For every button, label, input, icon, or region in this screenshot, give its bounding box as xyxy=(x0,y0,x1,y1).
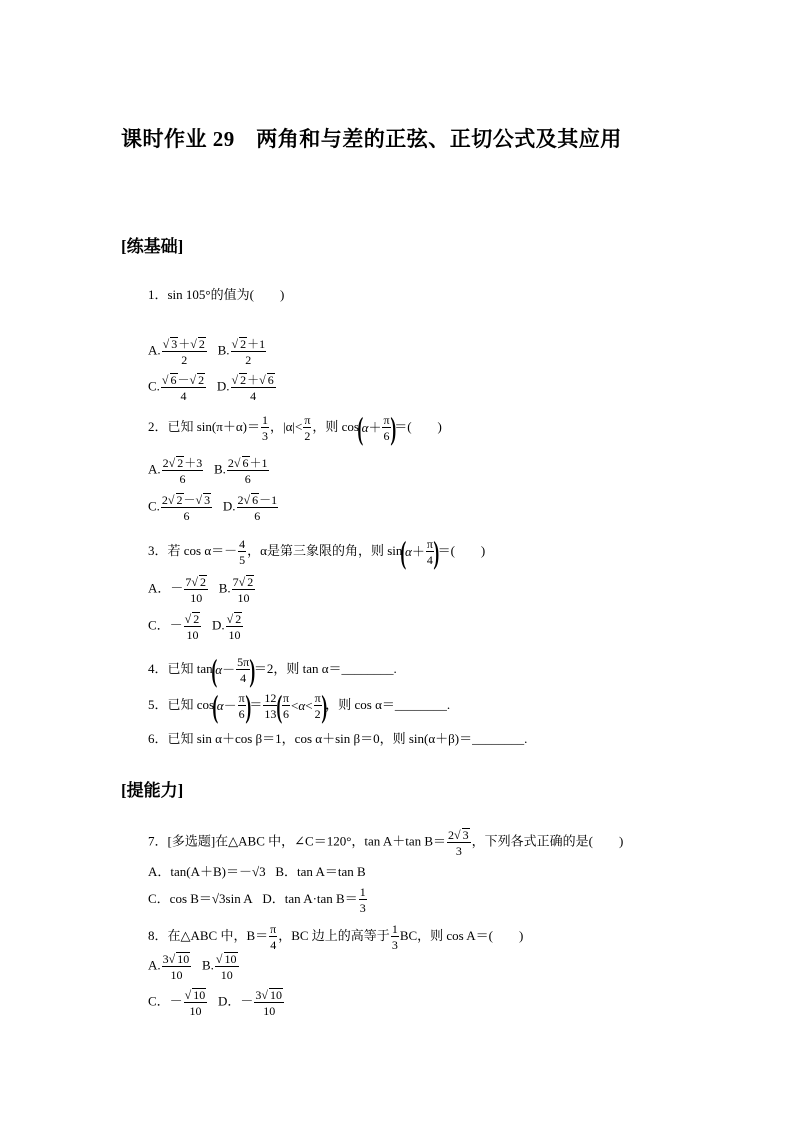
question-7-options-cd: C．cos B＝√3sin A D．tan A·tan B＝ $\frac{1}{3}$ xyxy=(148,885,366,915)
question-1-options-cd: C. $\frac{√ 6-√ 2}{4}$ D. $\frac{√ 2+√ 6}{4}$ xyxy=(148,373,274,403)
question-2-stem: 2．已知 sin(π＋α)＝ $\frac{1}{3}$ ，|α|< $\frac{\pi}{2}$ ，则 cos ( α ＋ $\frac{\pi}{6}$ ) ＝( ) xyxy=(148,410,442,446)
question-4-stem: 4．已知 tan ( α － $\frac{5\pi}{4}$ ) ＝2，则 tan α＝________. xyxy=(148,652,397,688)
section-heading-basic: [练基础] xyxy=(121,237,184,256)
question-8-options-cd: C．－ $\frac{√ 10}{10}$ D．－ $\frac{3√ 10}{10}$ xyxy=(148,988,282,1018)
question-3-stem: 3．若 cos α＝－ $\frac{4}{5}$ ，α是第三象限的角，则 sin ( α ＋ $\frac{\pi}{4}$ ) ＝( ) xyxy=(148,534,486,570)
question-3-options-ab: A．－ $\frac{7√ 2}{10}$ B. $\frac{7√ 2}{10}$ xyxy=(148,575,254,605)
page-title: 课时作业 29 两角和与差的正弦、正切公式及其应用 xyxy=(121,127,622,151)
question-6-stem: 6．已知 sin α＋cos β＝1，cos α＋sin β＝0，则 sin(α＋β)＝________. xyxy=(148,731,528,746)
question-1-stem: 1．sin 105°的值为( ) xyxy=(148,287,285,302)
question-5-stem: 5．已知 cos ( α － $\frac{\pi}{6}$ ) ＝ $\frac{12}{13}$ ( $\frac{\pi}{6}$ < α < $\frac{\pi}{2}$ ) ，则 cos α＝________. xyxy=(148,688,451,724)
question-7-stem: 7．[多选题]在△ABC 中，∠C＝120°，tan A＋tan B＝ $\frac{2√ 3}{3}$ ，下列各式正确的是( ) xyxy=(148,828,624,858)
question-2-options-cd: C. $\frac{2√ 2-√ 3}{6}$ D. $\frac{2√ 6-1}{6}$ xyxy=(148,493,278,523)
question-8-stem: 8．在△ABC 中，B＝ $\frac{\pi}{4}$ ，BC 边上的高等于 $\frac{1}{3}$ BC，则 cos A＝( ) xyxy=(148,922,524,952)
question-7-options-ab: A．tan(A＋B)＝－√3 B．tan A＝tan B xyxy=(148,864,366,879)
question-1-options-ab: A. $\frac{√ 3+√ 2}{2}$ B. $\frac{√ 2+1}{2}$ xyxy=(148,337,266,367)
section-heading-advanced: [提能力] xyxy=(121,781,184,800)
question-8-options-ab: A. $\frac{3√ 10}{10}$ B. $\frac{√ 10}{10}$ xyxy=(148,952,237,982)
question-3-options-cd: C．－ $\frac{√ 2}{10}$ D. $\frac{√ 2}{10}$ xyxy=(148,612,242,642)
question-2-options-ab: A. $\frac{2√ 2+3}{6}$ B. $\frac{2√ 6+1}{6}$ xyxy=(148,456,268,486)
